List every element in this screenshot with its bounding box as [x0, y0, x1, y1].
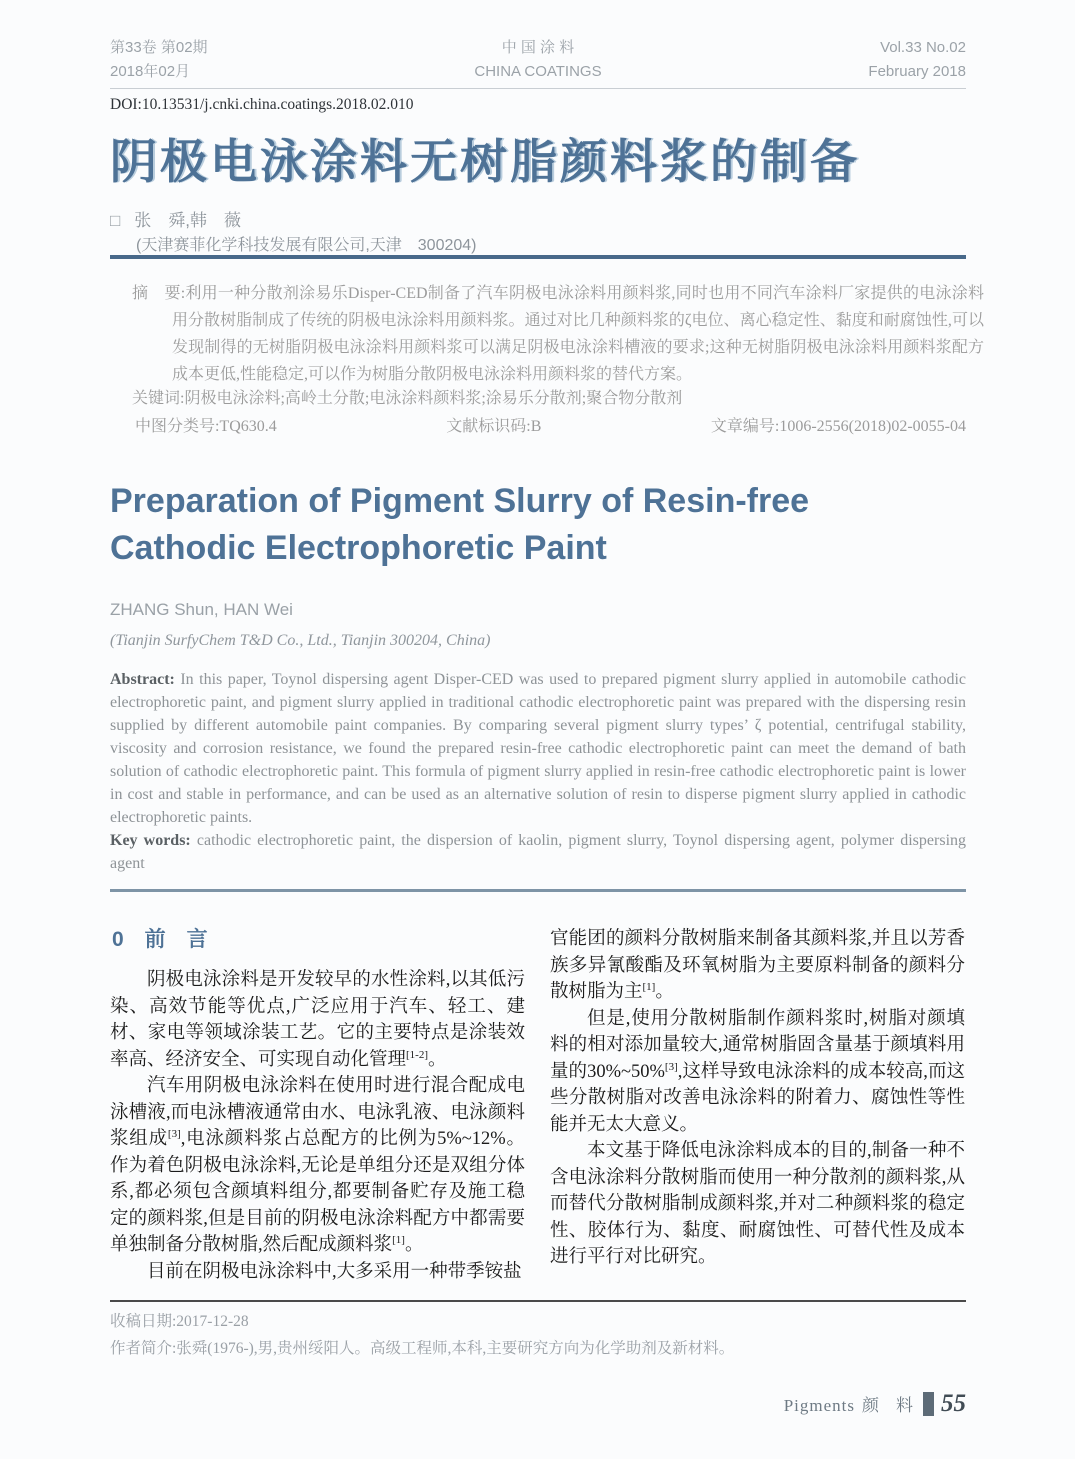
author-marker-icon: □	[110, 211, 121, 230]
affiliation-cn: (天津赛菲化学科技发展有限公司,天津 300204)	[136, 237, 477, 254]
keywords-cn-text: 阴极电泳涂料;高岭土分散;电泳涂料颜料浆;涂易乐分散剂;聚合物分散剂	[184, 390, 683, 407]
page-footer	[110, 1390, 966, 1418]
header-issue-en	[868, 36, 966, 84]
keywords-cn	[132, 386, 944, 412]
header-issue-volume-cn: 第33卷 第02期	[110, 39, 208, 56]
keywords-en-label: Key words:	[110, 832, 191, 849]
footnote-author-bio: 作者简介:张舜(1976-),男,贵州绥阳人。高级工程师,本科,主要研究方向为化学助剂及新材料。	[110, 1340, 735, 1357]
header-issue-cn	[110, 36, 208, 84]
footer-page-number: 55	[941, 1390, 966, 1417]
article-title-en: Preparation of Pigment Slurry of Resin-free Cathodic Electrophoretic Paint	[110, 482, 810, 567]
intro-heading: 0 前 言	[112, 928, 208, 951]
keywords-en	[110, 829, 966, 875]
document-code: 文献标识码:B	[446, 418, 542, 435]
header-issue-date-en: February 2018	[868, 63, 966, 80]
classification-row	[110, 413, 966, 436]
abstract-en-label: Abstract:	[110, 671, 175, 688]
abstract-en-block	[110, 668, 966, 875]
header-issue-volume-en: Vol.33 No.02	[880, 39, 966, 56]
body-paragraph: 汽车用阴极电泳涂料在使用时进行混合配成电泳槽液,而电泳槽液通常由水、电泳乳液、电泳颜料浆组成[3],电泳颜料浆占总配方的比例为5%~12%。作为着色阴极电泳涂料,无论是单组分还是双组分体系,都必须包含颜填料组分,都要制备贮存及施工稳定的颜料浆,但是目前的阴极电泳涂料配方中都需要单独制备分散树脂,然后配成颜料浆[1]。	[110, 1076, 525, 1255]
abstract-cn-text: 利用一种分散剂涂易乐Disper-CED制备了汽车阴极电泳涂料用颜料浆,同时也用不同汽车涂料厂家提供的电泳涂料用分散树脂制成了传统的阴极电泳涂料用颜料浆。通过对比几种颜料浆的ζ电位、离心稳定性、黏度和耐腐蚀性,可以发现制得的无树脂阴极电泳涂料用颜料浆可以满足阴极电泳涂料槽液的要求;这种无树脂阴极电泳涂料用颜料浆配方成本更低,性能稳定,可以作为树脂分散阴极电泳涂料用颜料浆的替代方案。	[172, 285, 985, 383]
header-issue-date-cn: 2018年02月	[110, 63, 191, 80]
body-column-right	[550, 926, 965, 1285]
journal-name-en: CHINA COATINGS	[474, 63, 602, 80]
body-paragraph: 目前在阴极电泳涂料中,大多采用一种带季铵盐	[147, 1261, 522, 1282]
footnote-rule	[110, 1300, 966, 1302]
affiliation-en: (Tianjin SurfyChem T&D Co., Ltd., Tianjin 300204, China)	[110, 632, 491, 649]
doi-line: DOI:10.13531/j.cnki.china.coatings.2018.02.010	[110, 96, 414, 113]
body-paragraph: 官能团的颜料分散树脂来制备其颜料浆,并且以芳香族多异氰酸酯及环氧树脂为主要原料制备的颜料分散树脂为主[1]。	[550, 929, 965, 1002]
divider-title-rule	[110, 255, 966, 259]
page-header	[110, 36, 966, 89]
abstract-en	[110, 668, 966, 829]
footer-section-cn: 颜 料	[862, 1396, 913, 1415]
body-columns	[110, 926, 966, 1285]
keywords-cn-label: 关键词:	[132, 390, 185, 407]
body-column-left	[110, 926, 525, 1285]
body-paragraph: 本文基于降低电泳涂料成本的目的,制备一种不含电泳涂料分散树脂而使用一种分散剂的颜料浆,从而替代分散树脂制成颜料浆,并对二种颜料浆的稳定性、胶体行为、黏度、耐腐蚀性、可替代性及成本进行平行对比研究。	[550, 1141, 965, 1267]
footnote-block	[110, 1308, 966, 1362]
article-id: 文章编号:1006-2556(2018)02-0055-04	[710, 418, 966, 435]
clc-number: 中图分类号:TQ630.4	[135, 418, 277, 435]
footnote-received-date: 收稿日期:2017-12-28	[110, 1313, 249, 1330]
body-paragraph: 阴极电泳涂料是开发较早的水性涂料,以其低污染、高效节能等优点,广泛应用于汽车、轻工、建材、家电等领域涂装工艺。它的主要特点是涂装效率高、经济安全、可实现自动化管理[1-2]。	[110, 970, 525, 1070]
divider-body-rule	[110, 889, 966, 892]
abstract-en-text: In this paper, Toynol dispersing agent Disper-CED was used to prepared pigment slurry applied in automobile cathodic electrophoretic paint, and pigment slurry applied in traditional cathodic electrophoretic paint was prepared with the dispersing resin supplied by different automobile paint companies. By comparing several pigment slurry types’ ζ potential, centrifugal stability, viscosity and corrosion resistance, we found the prepared resin-free cathodic electrophoretic paint can meet the demand of bath solution of cathodic electrophoretic paint. This formula of pigment slurry applied in resin-free cathodic electrophoretic paint is lower in cost and stable in performance, and can be used as an alternative solution of resin to disperse pigment slurry applied in cathodic electrophoretic paints.	[110, 671, 966, 826]
authors-cn	[110, 206, 966, 231]
keywords-en-text: cathodic electrophoretic paint, the dispersion of kaolin, pigment slurry, Toynol dispersing agent, polymer dispersing agent	[110, 832, 967, 872]
body-paragraph: 但是,使用分散树脂制作颜料浆时,树脂对颜填料的相对添加量较大,通常树脂固含量基于颜填料用量的30%~50%[3],这样导致电泳涂料的成本较高,而这些分散树脂对改善电泳涂料的附着力、腐蚀性等性能并无太大意义。	[550, 1008, 965, 1135]
abstract-cn	[132, 280, 984, 388]
footer-page-bar	[923, 1392, 934, 1416]
authors-cn-names: 张 舜,韩 薇	[134, 211, 242, 230]
abstract-cn-label: 摘 要:	[132, 285, 186, 302]
journal-name-cn: 中 国 涂 料	[501, 39, 575, 56]
footer-section-en: Pigments	[783, 1396, 855, 1415]
header-journal-name	[474, 36, 601, 84]
article-title-cn: 阴极电泳涂料无树脂颜料浆的制备	[110, 135, 860, 188]
authors-en: ZHANG Shun, HAN Wei	[110, 600, 293, 619]
